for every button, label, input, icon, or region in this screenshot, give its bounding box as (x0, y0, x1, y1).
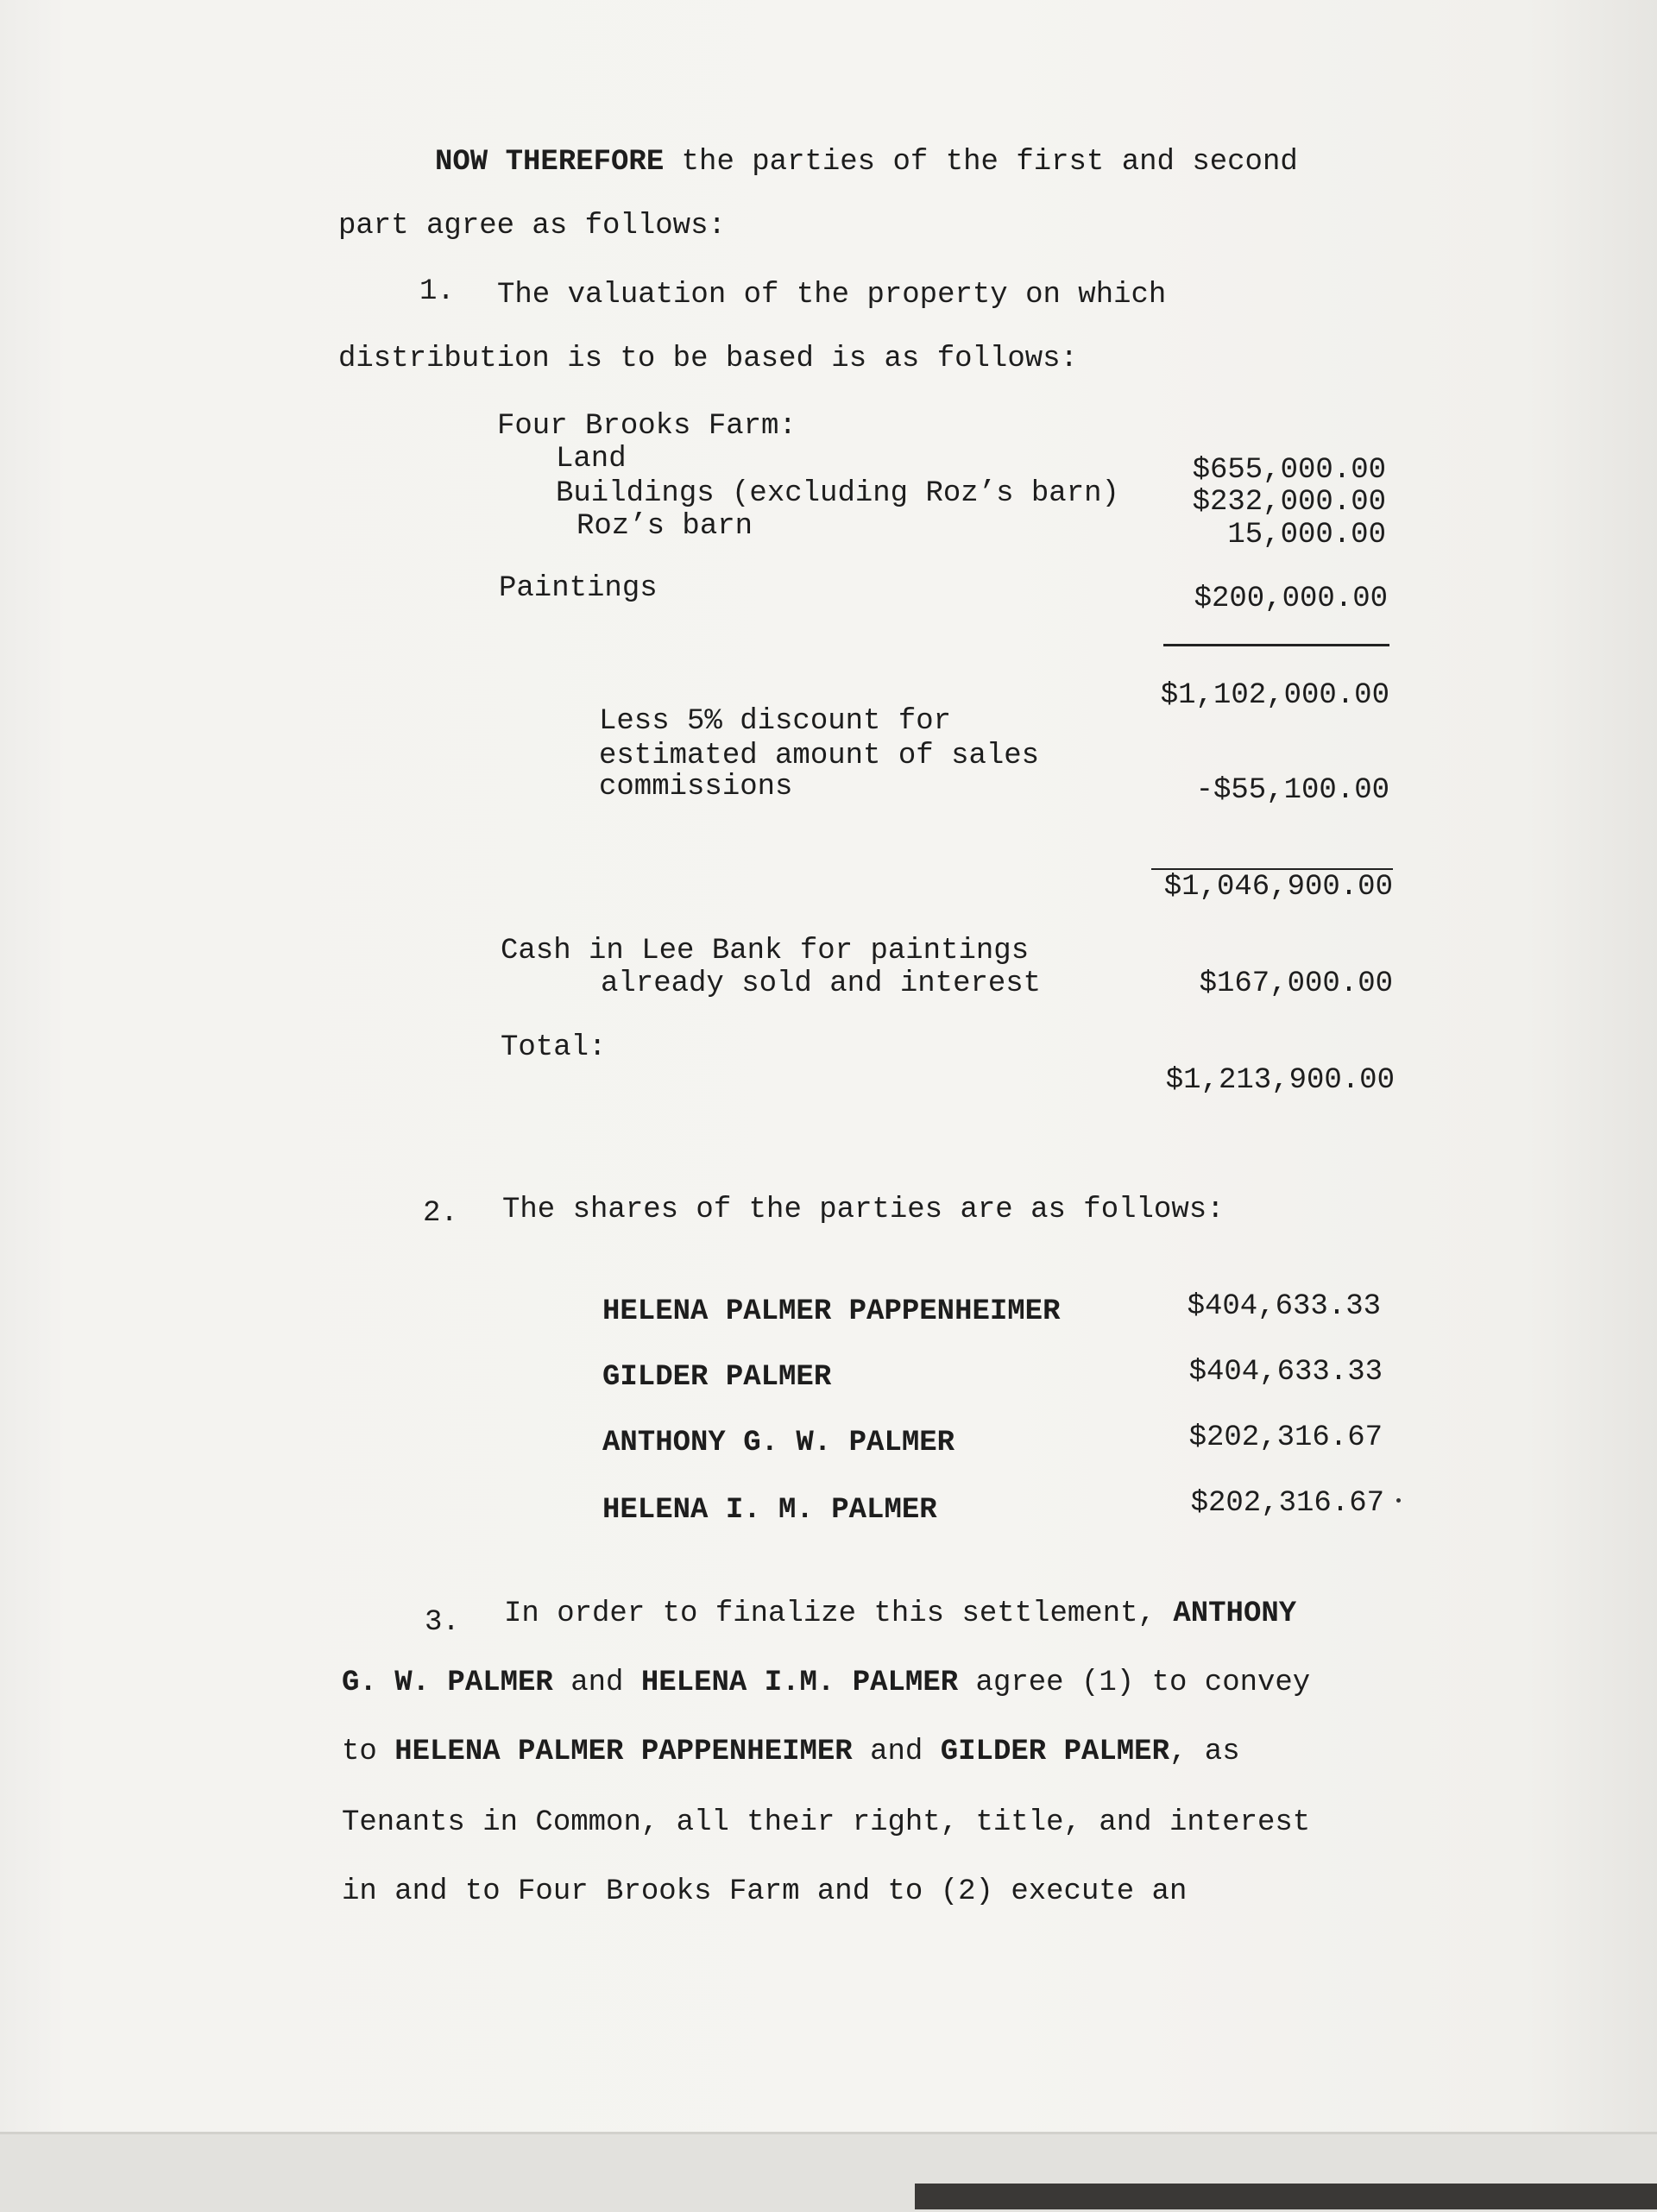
clause-3-line-4: Tenants in Common, all their right, title, and interest (342, 1806, 1311, 1839)
land-value: $655,000.00 (1192, 454, 1386, 487)
clause-1-number: 1. (419, 275, 455, 308)
discount-line-2: estimated amount of sales (599, 740, 1040, 772)
clause-3-number: 3. (425, 1606, 460, 1639)
buildings-value: $232,000.00 (1192, 486, 1386, 519)
share-name-1: HELENA PALMER PAPPENHEIMER (602, 1295, 1061, 1328)
farm-heading: Four Brooks Farm: (497, 410, 797, 443)
buildings-label: Buildings (excluding Roz’s barn) (556, 477, 1119, 510)
share-amount-2: $404,633.33 (1188, 1356, 1383, 1389)
clause-3-line-1-b: ANTHONY (1173, 1598, 1297, 1630)
share-name-4: HELENA I. M. PALMER (602, 1494, 937, 1527)
clause-1-text-line-2: distribution is to be based is as follows: (338, 343, 1078, 375)
discount-value: -$55,100.00 (1195, 774, 1389, 807)
clause-3-line-2 (342, 1666, 1310, 1700)
share-name-3: ANTHONY G. W. PALMER (602, 1427, 955, 1459)
paintings-value: $200,000.00 (1194, 583, 1388, 615)
share-amount-1: $404,633.33 (1187, 1290, 1381, 1323)
clause-3-line-3-a: to (342, 1736, 395, 1768)
clause-2-number: 2. (423, 1197, 458, 1230)
clause-3-line-3-b: HELENA PALMER PAPPENHEIMER (394, 1736, 853, 1768)
intro-line-1 (435, 145, 1298, 180)
clause-3-line-5: in and to Four Brooks Farm and to (2) execute an (342, 1875, 1188, 1908)
clause-3-line-3-c: and (852, 1736, 941, 1768)
clause-3-line-1 (504, 1597, 1296, 1631)
clause-3-line-2-a: G. W. PALMER (342, 1667, 553, 1699)
clause-1-text-line-1: The valuation of the property on which (497, 279, 1167, 312)
clause-3-line-2-b: and (552, 1667, 641, 1699)
clause-3-line-2-c: HELENA I.M. PALMER (640, 1667, 959, 1699)
cash-value: $167,000.00 (1199, 967, 1393, 1000)
discount-line-3: commissions (599, 771, 793, 804)
subtotal-value: $1,102,000.00 (1160, 679, 1389, 712)
intro-lead: NOW THEREFORE (435, 146, 665, 179)
paintings-label: Paintings (499, 572, 658, 605)
share-amount-3: $202,316.67 (1188, 1421, 1383, 1454)
stray-mark (1396, 1498, 1401, 1503)
clause-3-line-3-e: , as (1169, 1736, 1240, 1768)
barn-value: 15,000.00 (1227, 519, 1386, 551)
total-value: $1,213,900.00 (1165, 1064, 1395, 1097)
intro-line-2: part agree as follows: (338, 210, 726, 243)
net-value: $1,046,900.00 (1163, 871, 1393, 904)
intro-line-1-rest: the parties of the first and second (664, 146, 1298, 179)
background-surface (915, 2184, 1657, 2209)
discount-line-1: Less 5% discount for (599, 705, 952, 738)
share-amount-4: $202,316.67 (1190, 1487, 1384, 1520)
total-label: Total: (501, 1031, 607, 1064)
clause-3-line-2-d: agree (1) to convey (958, 1667, 1311, 1699)
subtotal-rule (1163, 644, 1389, 646)
clause-3-line-3-d: GILDER PALMER (940, 1736, 1169, 1768)
cash-line-2: already sold and interest (601, 967, 1042, 1000)
clause-2-text: The shares of the parties are as follows: (502, 1194, 1225, 1226)
cash-line-1: Cash in Lee Bank for paintings (501, 935, 1030, 967)
clause-3-line-1-a: In order to finalize this settlement, (504, 1598, 1174, 1630)
land-label: Land (556, 443, 627, 476)
share-name-2: GILDER PALMER (602, 1361, 832, 1394)
barn-label: Roz’s barn (576, 510, 753, 543)
clause-3-line-3 (342, 1735, 1240, 1769)
